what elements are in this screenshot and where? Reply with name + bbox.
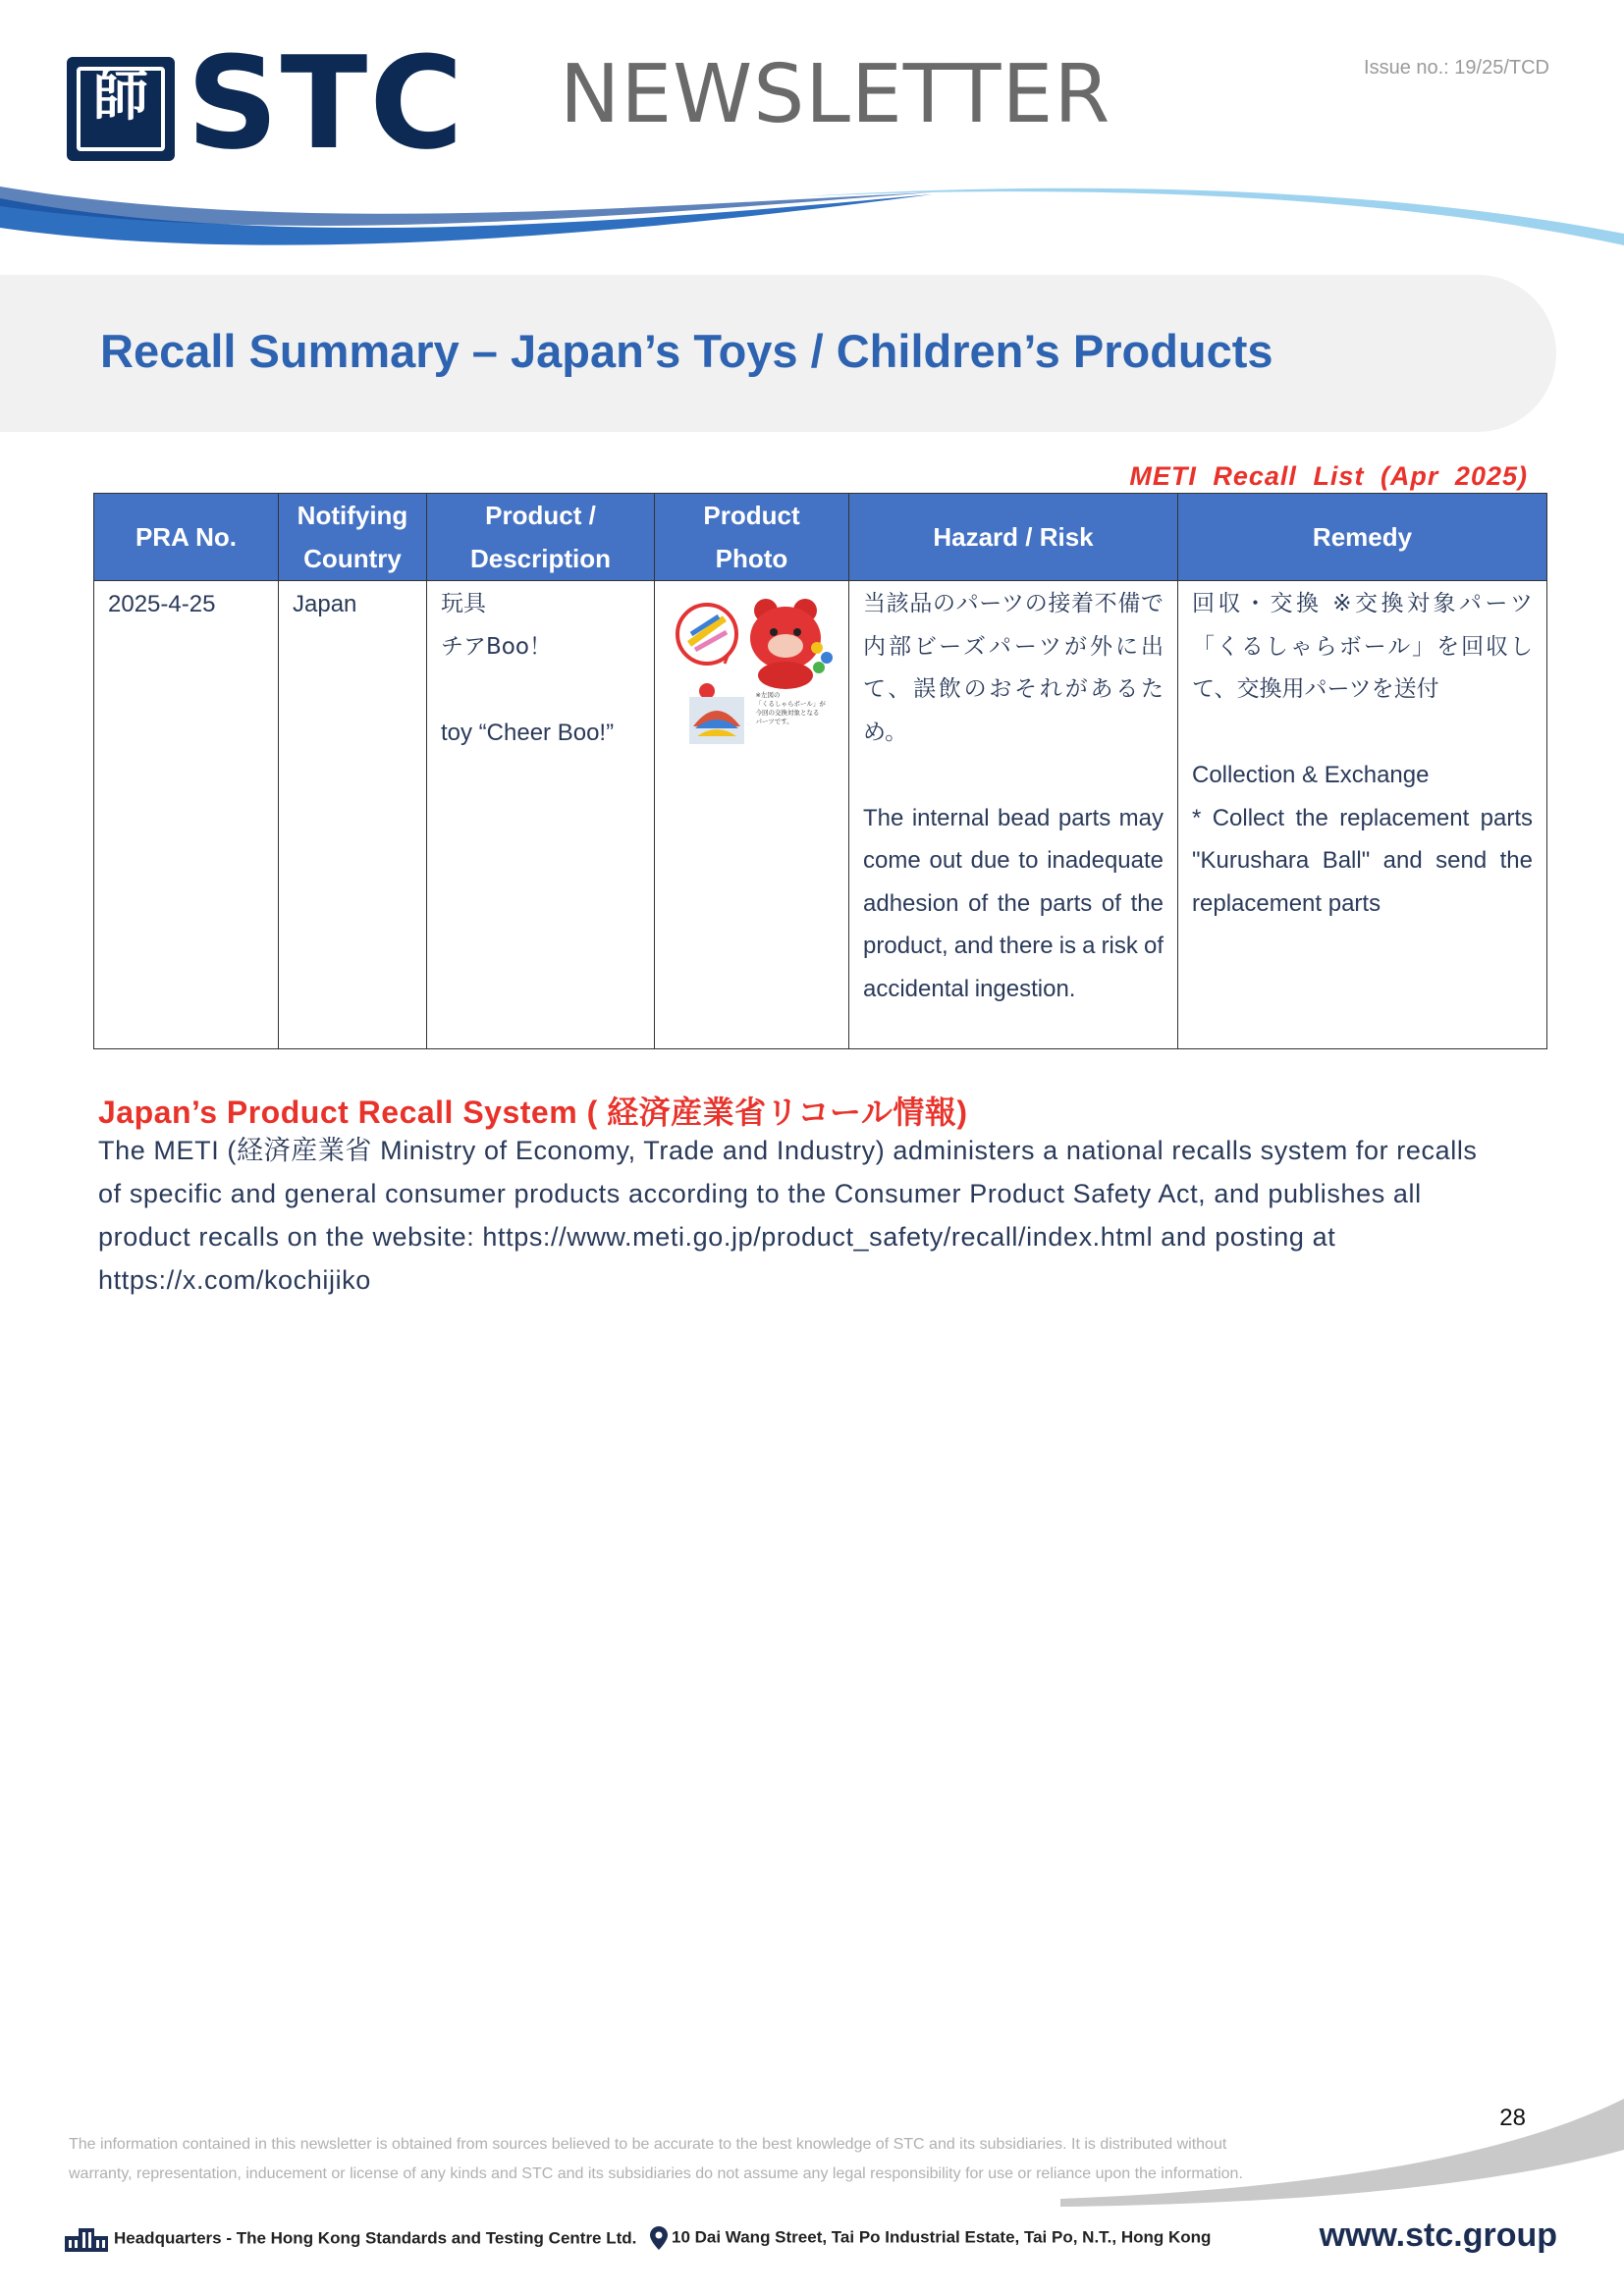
recall-list-label: METI Recall List (Apr 2025)	[1129, 461, 1528, 491]
table-header-row	[94, 494, 1547, 581]
header-product-photo: Product Photo	[655, 494, 849, 581]
table-row	[94, 581, 1547, 1049]
remedy-en-title: Collection & Exchange	[1192, 762, 1430, 788]
header-remedy: Remedy	[1178, 494, 1547, 581]
page-number: 28	[1499, 2105, 1526, 2131]
product-photo	[670, 589, 835, 746]
newsletter-heading: NEWSLETTER	[560, 48, 1111, 141]
location-pin-icon	[650, 2226, 668, 2250]
product-jp-category: 玩具	[441, 591, 486, 616]
recall-table	[93, 493, 1547, 1049]
footer-website-link[interactable]: www.stc.group	[1319, 2216, 1557, 2254]
footer-hq	[65, 2226, 636, 2252]
header-hazard-risk: Hazard / Risk	[849, 494, 1178, 581]
footer-address	[650, 2226, 1211, 2250]
cell-pra-no: 2025-4-25	[94, 581, 279, 1049]
cell-product	[427, 581, 655, 1049]
cell-photo	[655, 581, 849, 1049]
header-swoosh	[0, 177, 1624, 265]
hazard-en: The internal bead parts may come out due to inadequate adhesion of the parts of the product, and there is a risk of accidental ingestion.	[863, 804, 1164, 1002]
footer-address-text: 10 Dai Wang Street, Tai Po Industrial Estate, Tai Po, N.T., Hong Kong	[672, 2227, 1212, 2247]
building-icon	[65, 2226, 108, 2252]
cell-remedy	[1178, 581, 1547, 1049]
footer-bar	[65, 2216, 1557, 2260]
recall-system-heading: Japan’s Product Recall System ( 経済産業省リコール情報)	[98, 1095, 968, 1130]
remedy-en-detail: * Collect the replacement parts "Kurushara Ball" and send the replacement parts	[1192, 804, 1533, 917]
photo-caption: ※左図の 「くるしゃらボール」が 今回の交換対象となる パーツです。	[755, 691, 826, 725]
product-en-name: toy “Cheer Boo!”	[441, 719, 615, 746]
issue-number: Issue no.: 19/25/TCD	[1364, 57, 1549, 79]
header-pra-no: PRA No.	[94, 494, 279, 581]
hazard-jp: 当該品のパーツの接着不備で内部ビーズパーツが外に出て、誤飲のおそれがあるため。	[863, 591, 1164, 745]
footer-hq-text: Headquarters - The Hong Kong Standards and Testing Centre Ltd.	[114, 2228, 637, 2248]
page-title: Recall Summary – Japan’s Toys / Children’s Products	[100, 325, 1273, 377]
recall-system-body: The METI (経済産業省 Ministry of Economy, Trade and Industry) administers a national recalls system for recalls of specific and general consumer products according to the Consumer Product Safety Act, and publishes all product recalls on the website: https://www.meti.go.jp/product_safety/recall/index.html and posting at https://x.com/kochijiko	[98, 1136, 1478, 1295]
header-product-description: Product / Description	[427, 494, 655, 581]
remedy-jp: 回収・交換 ※交換対象パーツ「くるしゃらボール」を回収して、交換用パーツを送付	[1192, 591, 1533, 702]
cell-hazard	[849, 581, 1178, 1049]
stc-logo-mark	[67, 57, 175, 161]
logo-glyph: 師	[93, 64, 148, 129]
disclaimer: The information contained in this newsletter is obtained from sources believed to be accurate to the best knowledge of STC and its subsidiaries. It is distributed without warranty, representation, inducement or license of any kinds and STC and its subsidiaries do not assume any legal responsibility for use or reliance upon the information.	[69, 2136, 1243, 2182]
stc-logo-text: STC	[187, 28, 465, 178]
header-notifying-country: Notifying Country	[279, 494, 427, 581]
title-band	[0, 275, 1556, 432]
product-jp-name: チアBoo！	[441, 633, 552, 660]
cell-country: Japan	[279, 581, 427, 1049]
